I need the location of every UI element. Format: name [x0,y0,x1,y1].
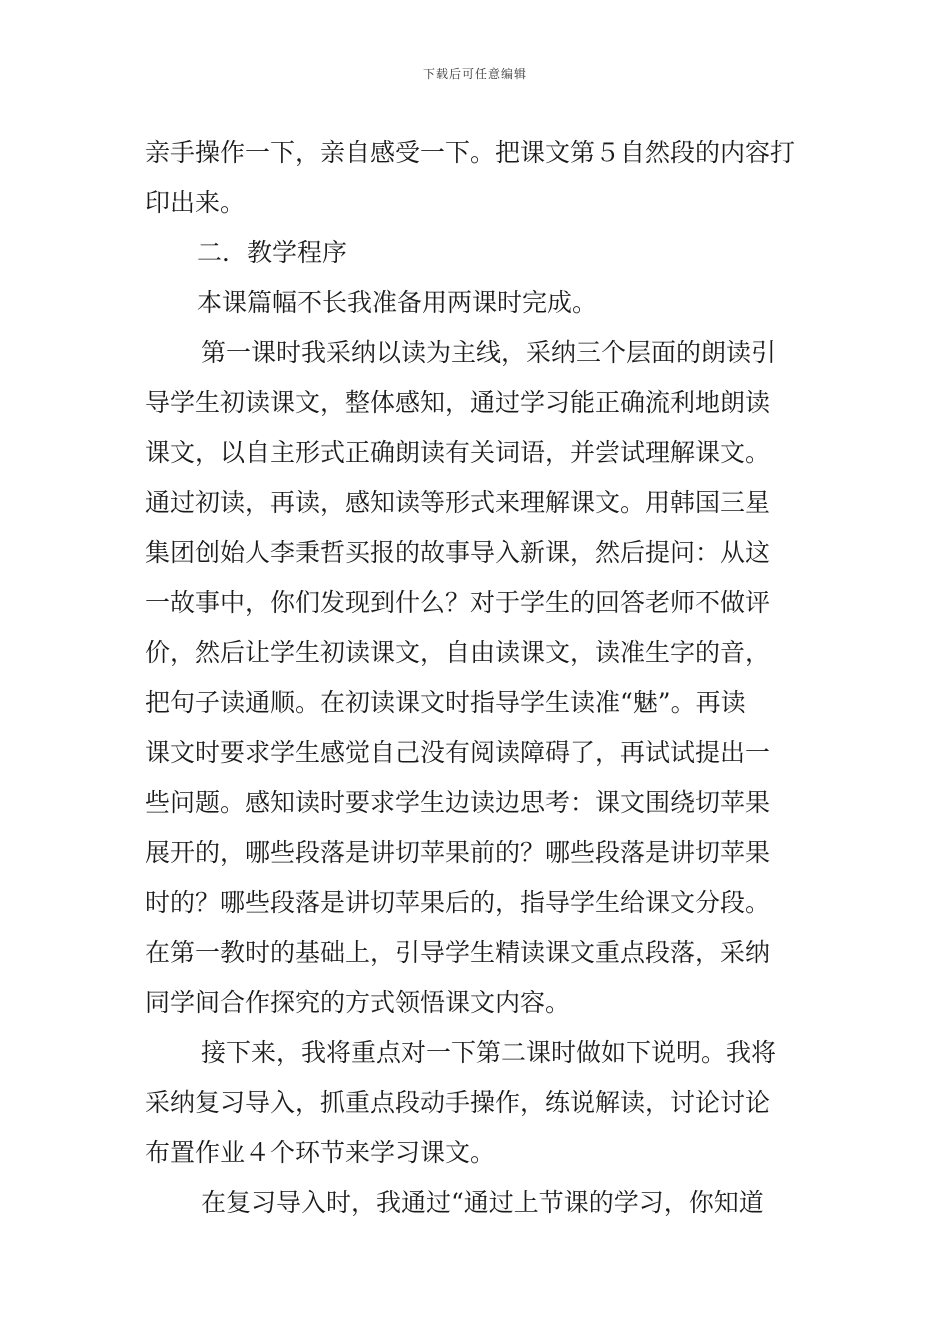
text-line: 展开的，哪些段落是讲切苹果前的？哪些段落是讲切苹果 [145,838,771,867]
text-line: 布置作业４个环节来学习课文。 [145,1138,496,1167]
text-line: 课文时要求学生感觉自己没有阅读障碍了，再试试提出一 [145,738,771,767]
section-heading: 二．教学程序 [197,238,348,267]
text-line: 本课篇幅不长我准备用两课时完成。 [197,288,598,317]
text-line: 在第一教时的基础上，引导学生精读课文重点段落，采纳 [145,938,771,967]
text-line: 通过初读，再读，感知读等形式来理解课文。用韩国三星 [145,488,771,517]
text-line: 同学间合作探究的方式领悟课文内容。 [145,988,571,1017]
text-line: 在复习导入时，我通过“通过上节课的学习，你知道 [201,1188,764,1217]
text-line: 价，然后让学生初读课文，自由读课文，读准生字的音， [145,638,771,667]
text-line: 采纳复习导入，抓重点段动手操作，练说解读，讨论讨论 [145,1088,771,1117]
text-line: 导学生初读课文，整体感知，通过学习能正确流利地朗读 [145,388,771,417]
text-line: 印出来。 [145,188,246,217]
text-line: 些问题。感知读时要求学生边读边思考：课文围绕切苹果 [145,788,771,817]
text-line: 一故事中，你们发现到什么？对于学生的回答老师不做评 [145,588,771,617]
text-line: 亲手操作一下，亲自感受一下。把课文第５自然段的内容打 [145,138,796,167]
text-line: 时的？哪些段落是讲切苹果后的，指导学生给课文分段。 [145,888,771,917]
page-header: 下载后可任意编辑 [422,67,527,81]
text-line: 把句子读通顺。在初读课文时指导学生读准“魅”。再读 [145,688,746,717]
text-line: 接下来，我将重点对一下第二课时做如下说明。我将 [201,1038,777,1067]
text-line: 课文，以自主形式正确朗读有关词语，并尝试理解课文。 [145,438,771,467]
document-body [145,128,815,1228]
text-line: 第一课时我采纳以读为主线，采纳三个层面的朗读引 [201,338,777,367]
text-line: 集团创始人李秉哲买报的故事导入新课，然后提问：从这 [145,538,771,567]
